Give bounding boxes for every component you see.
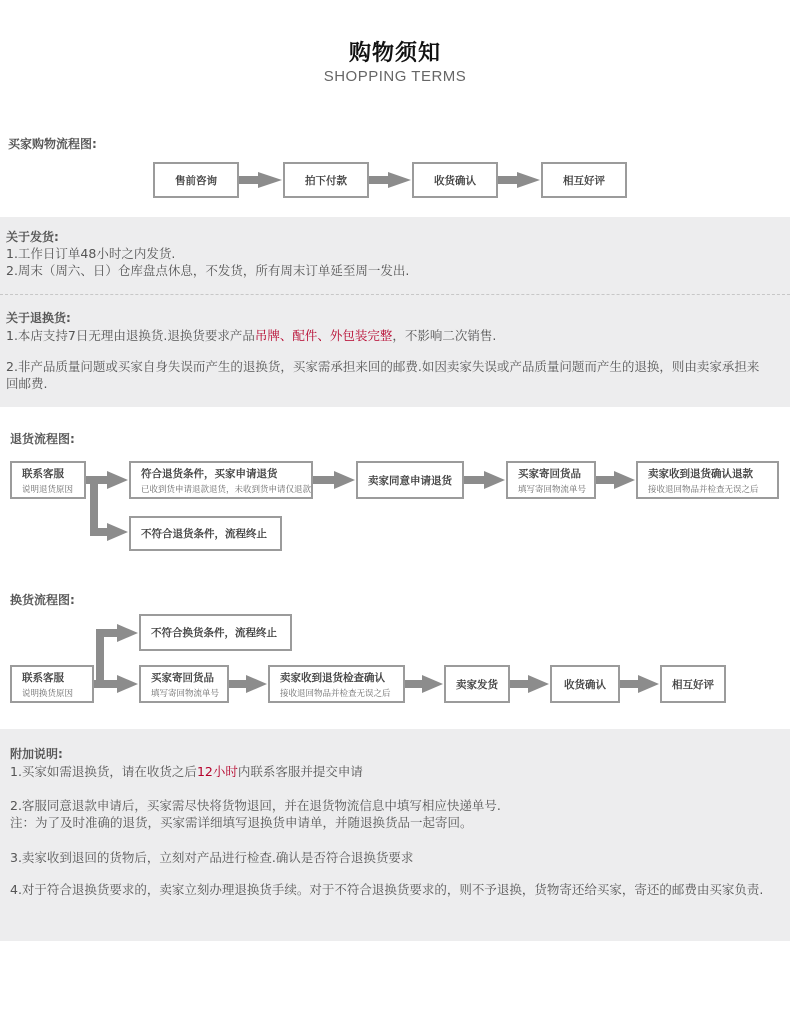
note-4: 4.对于符合退换货要求的，卖家立刻办理退换货手续。对于不符合退换货要求的，则不予退换，货物寄还给买家，寄还的邮费由买家负责. [10, 882, 764, 897]
notes-band [0, 729, 790, 941]
shipping-title: 关于发货: [6, 230, 59, 244]
arrow-right-icon [369, 172, 411, 188]
arrow-right-icon [104, 624, 138, 642]
exchange-receive-label: 收货确认 [564, 678, 606, 691]
buyer-step-label: 收货确认 [434, 174, 476, 187]
returns-line-1-highlight: 吊牌、配件、外包装完整 [254, 328, 393, 343]
return-contact-label: 联系客服 [22, 467, 64, 480]
return-eligible-label: 符合退货条件，买家申请退货 [141, 467, 278, 480]
return-buyer-send-label: 买家寄回货品 [518, 467, 581, 480]
exchange-seller-check-sub: 接收退回物品并检查无误之后 [280, 688, 391, 699]
return-contact-sub: 说明退货原因 [22, 484, 74, 495]
exchange-seller-ship-label: 卖家发货 [456, 678, 498, 691]
return-not-eligible-label: 不符合退货条件，流程终止 [141, 528, 267, 540]
returns-title: 关于退换货: [6, 311, 71, 325]
arrow-right-icon [94, 471, 128, 489]
arrow-right-icon [239, 172, 282, 188]
buyer-step-label: 拍下付款 [305, 174, 347, 187]
returns-line-2: 2.非产品质量问题或买家自身失误而产生的退换货，买家需承担来回的邮费.如因卖家失误或产品质量问题而产生的退换，则由卖家承担来回邮费. [6, 359, 760, 391]
page-title: 购物须知 [348, 41, 441, 66]
return-seller-refund-sub: 接收退回物品并检查无误之后 [648, 484, 759, 495]
arrow-right-icon [313, 471, 355, 489]
exchange-contact-sub: 说明换货原因 [22, 688, 74, 699]
exchange-buyer-send-label: 买家寄回货品 [151, 671, 214, 684]
page-subtitle: SHOPPING TERMS [323, 68, 467, 85]
note-1-prefix: 1.买家如需退换货，请在收货之后 [10, 764, 197, 779]
arrow-right-icon [596, 471, 635, 489]
note-2-remark: 注：为了及时准确的退货，买家需详细填写退换货申请单，并随退换货品一起寄回。 [10, 815, 473, 830]
exchange-contact-label: 联系客服 [22, 671, 64, 684]
note-1 [10, 762, 363, 780]
arrow-right-icon [510, 675, 549, 693]
return-seller-agree-label: 卖家同意申请退货 [368, 474, 452, 487]
return-flow-title: 退货流程图: [10, 432, 75, 446]
shipping-line-2: 2.周末（周六、日）仓库盘点休息，不发货，所有周末订单延至周一发出. [6, 263, 410, 278]
returns-line-1-prefix: 1.本店支持7日无理由退换货.退换货要求产品 [6, 328, 255, 343]
note-1-highlight: 12小时 [196, 764, 238, 779]
shipping-line-1: 1.工作日订单48小时之内发货. [6, 246, 176, 261]
return-seller-refund-label: 卖家收到退货确认退款 [648, 467, 753, 480]
note-3: 3.卖家收到退回的货物后，立刻对产品进行检查.确认是否符合退换货要求 [10, 850, 414, 865]
arrow-right-icon [620, 675, 659, 693]
note-1-suffix: 内联系客服并提交申请 [237, 764, 363, 779]
arrow-right-icon [98, 523, 128, 541]
exchange-review-label: 相互好评 [672, 678, 714, 691]
return-eligible-sub: 已收到货申请退款退货，未收到货申请仅退款 [141, 484, 312, 495]
exchange-flow-title: 换货流程图: [10, 593, 75, 607]
buyer-step-label: 相互好评 [563, 174, 605, 187]
arrow-right-icon [100, 675, 138, 693]
buyer-step-label: 售前咨询 [175, 174, 217, 187]
returns-line-1-suffix: ，不影响二次销售. [392, 328, 497, 343]
exchange-seller-check-label: 卖家收到退货检查确认 [280, 671, 385, 684]
connector-line [90, 476, 98, 536]
arrow-right-icon [498, 172, 540, 188]
notes-title: 附加说明: [10, 747, 63, 761]
exchange-buyer-send-sub: 填写寄回物流单号 [151, 688, 220, 699]
connector-line [96, 629, 104, 688]
arrow-right-icon [405, 675, 443, 693]
exchange-not-eligible-label: 不符合换货条件，流程终止 [151, 627, 277, 639]
buyer-flow-title: 买家购物流程图: [8, 137, 97, 151]
arrow-right-icon [464, 471, 505, 489]
note-2: 2.客服同意退款申请后，买家需尽快将货物退回，并在退货物流信息中填写相应快递单号. [10, 798, 501, 813]
return-buyer-send-sub: 填写寄回物流单号 [518, 484, 587, 495]
arrow-right-icon [229, 675, 267, 693]
